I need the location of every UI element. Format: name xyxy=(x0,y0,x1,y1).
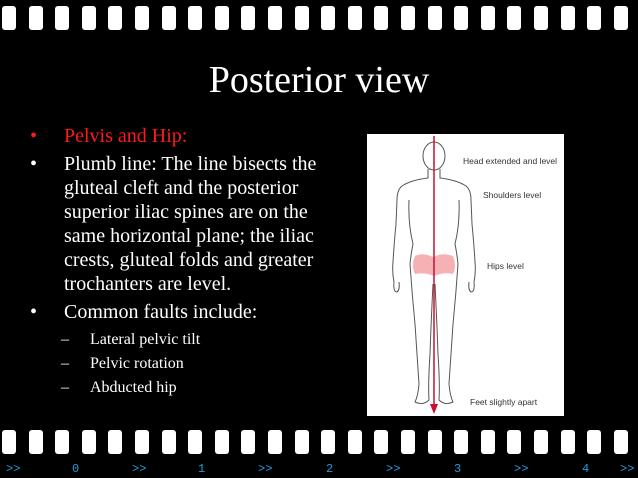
sub-bullet-item xyxy=(30,352,330,376)
nav-slide-link[interactable]: 2 xyxy=(326,462,334,476)
film-strip-top xyxy=(0,6,638,32)
dash-marker: – xyxy=(61,355,69,372)
film-hole xyxy=(135,6,149,30)
sub-bullet-text: Lateral pelvic tilt xyxy=(90,331,201,348)
dash-marker: – xyxy=(61,379,69,396)
slide-title: Posterior view xyxy=(208,59,430,101)
plumb-line-arrow xyxy=(430,404,438,414)
film-hole xyxy=(55,430,69,454)
film-hole xyxy=(428,6,442,30)
nav-next-arrow[interactable]: >> xyxy=(6,462,21,476)
film-hole xyxy=(82,6,96,30)
film-hole xyxy=(2,430,16,454)
film-hole xyxy=(321,430,335,454)
label-shoulders: Shoulders level xyxy=(483,190,542,200)
film-hole xyxy=(321,6,335,30)
film-hole xyxy=(374,6,388,30)
film-hole xyxy=(587,430,601,454)
sub-bullet-item xyxy=(30,328,330,352)
bullet-text-common-faults: Common faults include: xyxy=(64,301,258,323)
bullet-marker: • xyxy=(30,153,38,175)
film-hole xyxy=(215,6,229,30)
sub-bullet-text: Abducted hip xyxy=(90,379,177,396)
nav-slide-link[interactable]: 1 xyxy=(198,462,206,476)
film-hole xyxy=(507,430,521,454)
label-hips: Hips level xyxy=(487,261,524,271)
nav-next-arrow[interactable]: >> xyxy=(132,462,147,476)
sub-bullet-text: Pelvic rotation xyxy=(90,355,184,372)
film-hole xyxy=(162,430,176,454)
posture-figure xyxy=(367,134,564,416)
bullet-list xyxy=(30,124,330,400)
dash-marker: – xyxy=(61,331,69,348)
film-hole xyxy=(348,6,362,30)
label-feet: Feet slightly apart xyxy=(470,397,538,407)
film-hole xyxy=(614,430,628,454)
film-hole xyxy=(135,430,149,454)
nav-next-arrow[interactable]: >> xyxy=(514,462,529,476)
film-hole xyxy=(561,6,575,30)
film-hole xyxy=(188,6,202,30)
film-hole xyxy=(29,6,43,30)
nav-slide-link[interactable]: 0 xyxy=(72,462,80,476)
film-hole xyxy=(108,430,122,454)
bullet-marker: • xyxy=(30,301,38,323)
film-hole xyxy=(428,430,442,454)
film-hole xyxy=(108,6,122,30)
film-hole xyxy=(268,430,282,454)
film-strip-bottom xyxy=(0,430,638,456)
nav-next-arrow[interactable]: >> xyxy=(386,462,401,476)
slide-navigation xyxy=(0,462,638,478)
film-hole xyxy=(241,430,255,454)
film-hole xyxy=(481,430,495,454)
film-hole xyxy=(534,6,548,30)
film-hole xyxy=(614,6,628,30)
bullet-item xyxy=(30,300,330,324)
film-hole xyxy=(188,430,202,454)
bullet-marker: • xyxy=(30,125,38,147)
film-hole xyxy=(215,430,229,454)
sub-bullet-item xyxy=(30,376,330,400)
film-hole xyxy=(507,6,521,30)
film-hole xyxy=(162,6,176,30)
film-hole xyxy=(348,430,362,454)
film-hole xyxy=(268,6,282,30)
film-hole xyxy=(587,6,601,30)
bullet-item xyxy=(30,152,330,296)
nav-slide-link[interactable]: 4 xyxy=(582,462,590,476)
body-illustration xyxy=(367,134,564,416)
film-hole xyxy=(55,6,69,30)
film-hole xyxy=(561,430,575,454)
nav-slide-link[interactable]: 3 xyxy=(454,462,462,476)
film-hole xyxy=(2,6,16,30)
film-hole xyxy=(295,430,309,454)
film-hole xyxy=(29,430,43,454)
film-hole xyxy=(454,6,468,30)
film-hole xyxy=(241,6,255,30)
film-hole xyxy=(295,6,309,30)
bullet-text-plumb-line: Plumb line: The line bisects the gluteal cleft and the posterior superior iliac spines are on the same horizontal plane; the iliac crests, gluteal folds and greater trochanters are level. xyxy=(64,153,317,295)
film-hole xyxy=(82,430,96,454)
nav-next-arrow[interactable]: >> xyxy=(620,462,635,476)
bullet-text-pelvis-hip: Pelvis and Hip: xyxy=(64,125,188,147)
film-hole xyxy=(481,6,495,30)
nav-next-arrow[interactable]: >> xyxy=(258,462,273,476)
film-hole xyxy=(401,6,415,30)
label-head: Head extended and level xyxy=(463,156,558,166)
bullet-item xyxy=(30,124,330,148)
film-hole xyxy=(454,430,468,454)
film-hole xyxy=(374,430,388,454)
film-hole xyxy=(401,430,415,454)
film-hole xyxy=(534,430,548,454)
